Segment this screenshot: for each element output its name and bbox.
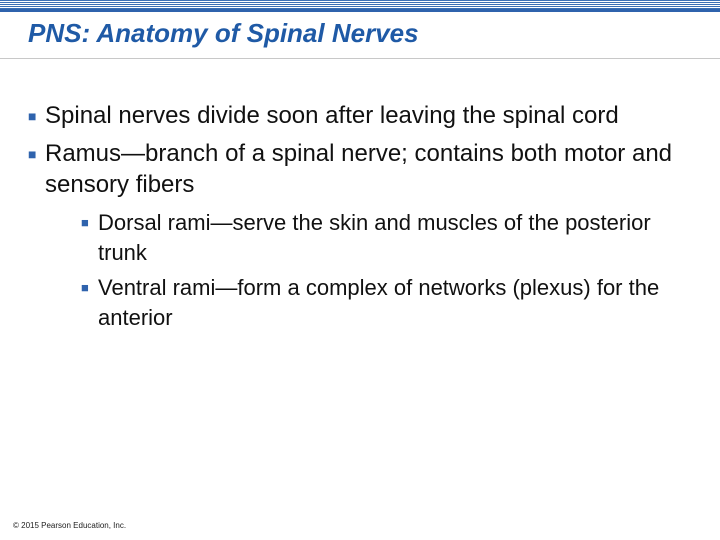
- sub-bullet-item: [81, 208, 691, 268]
- bullet-text: Spinal nerves divide soon after leaving the spinal cord: [45, 102, 619, 129]
- top-decorative-stripes: [0, 0, 720, 9]
- bullet-item: [28, 100, 688, 131]
- slide-title: PNS: Anatomy of Spinal Nerves: [28, 18, 419, 48]
- square-bullet-icon: ■: [28, 108, 37, 124]
- square-bullet-icon: ■: [28, 146, 37, 162]
- bullet-list: [28, 100, 688, 340]
- sub-bullet-text: Dorsal rami—serve the skin and muscles of the posterior trunk: [98, 210, 651, 265]
- square-bullet-icon: ■: [81, 280, 89, 295]
- square-bullet-icon: ■: [81, 215, 89, 230]
- bullet-text: Ramus—branch of a spinal nerve; contains both motor and sensory fibers: [45, 140, 673, 198]
- sub-bullet-text: Ventral rami—form a complex of networks (plexus) for the anterior: [98, 275, 660, 330]
- copyright-footer: © 2015 Pearson Education, Inc.: [13, 521, 127, 530]
- sub-bullet-item: [81, 273, 691, 333]
- title-divider: [0, 58, 720, 59]
- bullet-item: [28, 138, 688, 333]
- top-accent-bar: [0, 9, 720, 12]
- sub-bullet-list: [81, 208, 691, 333]
